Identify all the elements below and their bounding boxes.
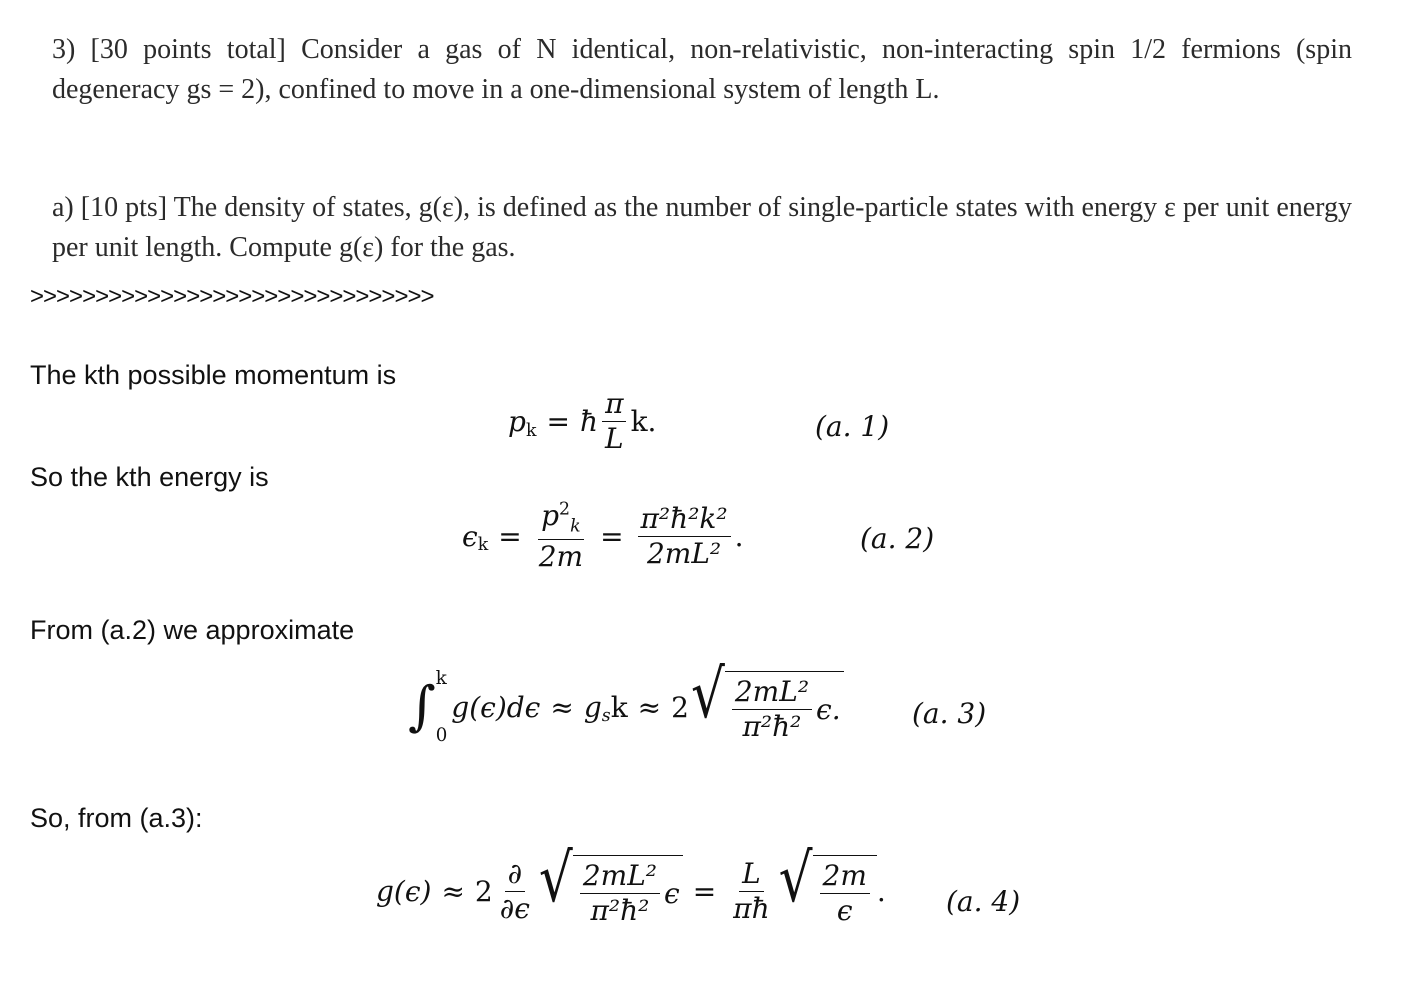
equation-label-a4: (a. 4)	[946, 885, 1021, 918]
problem-statement	[52, 30, 1352, 110]
equation-a3: ∫ k 0 g(ϵ)dϵ ≈ g $_s$ k ≈ 2 √ $\frac{\text{2mL²}}{\text{π²ħ²}}$ ϵ.	[408, 668, 844, 746]
divider-arrows: >>>>>>>>>>>>>>>>>>>>>>>>>>>>>>>	[30, 283, 434, 310]
radical-sign: √	[690, 655, 725, 734]
equation-a2: ϵ $_k$ = $\frac{p^2_k}{2m}$ = $\frac{\text{π²ħ²k²}}{\text{2mL²}}$ .	[462, 499, 744, 573]
problem-intro: 3) [30 points total] Consider a gas of N identical, non-relativistic, non-interacting spin 1/2 fermions (spin degeneracy gs = 2), confined to move in a one-dimensional system of length L.	[52, 34, 1352, 105]
radical-sign: √	[538, 839, 573, 918]
problem-part-a	[52, 188, 1352, 268]
integral-sign: ∫	[408, 675, 436, 738]
equation-label-a3: (a. 3)	[912, 697, 987, 730]
lead-text-3: From (a.2) we approximate	[30, 615, 355, 645]
radical-sign: √	[778, 839, 813, 918]
part-a-text: a) [10 pts] The density of states, g(ε), is defined as the number of single-particle states with energy ε per unit energy per unit length. Compute g(ε) for the gas.	[52, 192, 1352, 263]
equation-a1: p $_k$ = ħ $\frac{\pi}{L}$ k.	[508, 387, 657, 456]
equation-label-a1: (a. 1)	[815, 410, 890, 443]
lead-text-4: So, from (a.3):	[30, 803, 203, 833]
equation-label-a2: (a. 2)	[860, 522, 935, 555]
lead-text-2: So the kth energy is	[30, 462, 269, 492]
equation-a4: g(ϵ) ≈ 2 $\frac{\partial}{\partial\epsilon}$ √ $\frac{\text{2mL²}}{\text{π²ħ²}}$ ϵ = $\frac{L}{\pi ħ}$ √ $\frac{2m}{\epsilon}$ .	[376, 855, 886, 927]
lead-text-1: The kth possible momentum is	[30, 360, 397, 390]
